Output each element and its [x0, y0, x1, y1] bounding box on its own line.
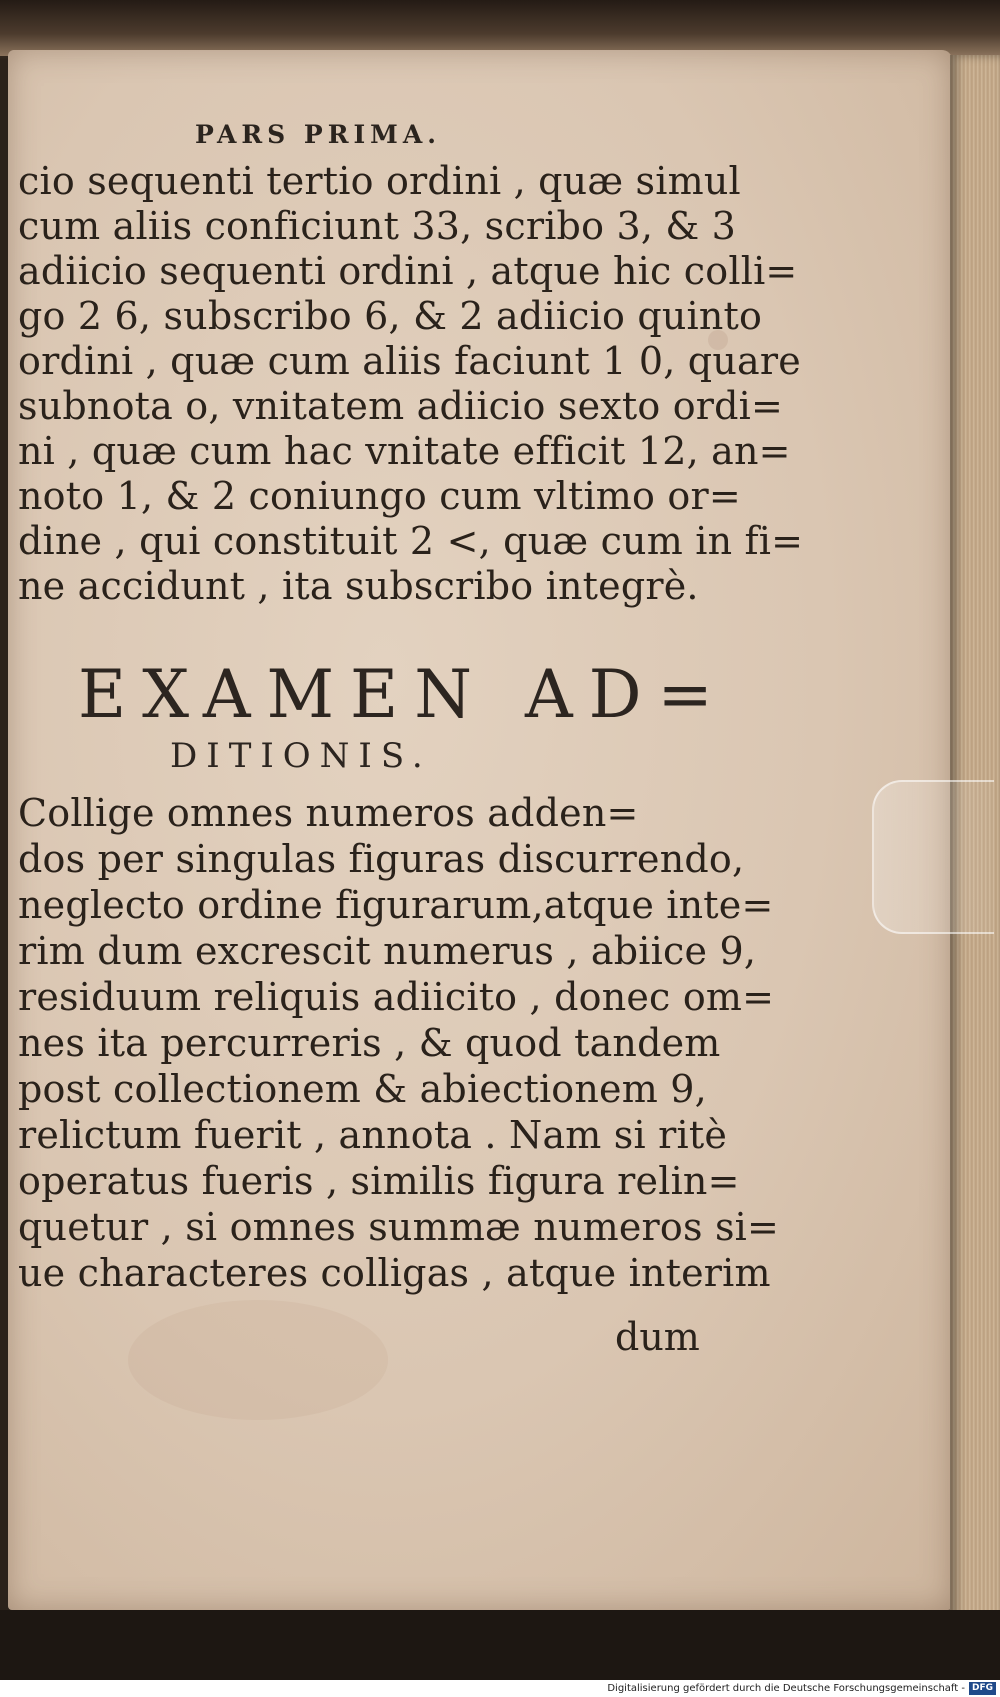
- text-line: neglecto ordine figurarum,atque inte=: [18, 883, 774, 927]
- book-top-edge: [0, 0, 1000, 56]
- digitization-footer: [0, 1680, 1000, 1697]
- footer-credit: Digitalisierung gefördert durch die Deutsche Forschungsgemeinschaft -: [607, 1683, 965, 1694]
- text-line: nes ita percurreris , & quod tandem: [18, 1021, 721, 1065]
- text-line: ordini , quæ cum aliis faciunt 1 0, quare: [18, 339, 801, 383]
- text-line: operatus fueris , similis figura relin=: [18, 1159, 740, 1203]
- page-clip: [872, 780, 994, 934]
- text-line: cum aliis conficiunt 33, scribo 3, & 3: [18, 204, 737, 248]
- text-line: Collige omnes numeros adden=: [18, 791, 639, 835]
- text-line: dine , qui constituit 2 <, quæ cum in fi=: [18, 519, 804, 563]
- text-line: ne accidunt , ita subscribo integrè.: [18, 564, 699, 608]
- text-line: rim dum excrescit numerus , abiice 9,: [18, 929, 757, 973]
- text-line: adiicio sequenti ordini , atque hic colli=: [18, 249, 798, 293]
- text-line: residuum reliquis adiicito , donec om=: [18, 975, 775, 1019]
- section-heading-line-1: EXAMEN AD=: [78, 656, 729, 733]
- text-line: dos per singulas figuras discurrendo,: [18, 837, 745, 881]
- text-line: subnota o, vnitatem adiicio sexto ordi=: [18, 384, 784, 428]
- text-line: ni , quæ cum hac vnitate efficit 12, an=: [18, 429, 791, 473]
- running-head: PARS PRIMA.: [195, 120, 441, 149]
- dfg-logo: DFG: [969, 1682, 996, 1695]
- catchword: dum: [615, 1315, 700, 1359]
- text-line: relictum fuerit , annota . Nam si ritè: [18, 1113, 728, 1157]
- paper-stain: [128, 1300, 388, 1420]
- text-line: quetur , si omnes summæ numeros si=: [18, 1205, 780, 1249]
- text-line: cio sequenti tertio ordini , quæ simul: [18, 159, 741, 203]
- scan-bottom-band: [0, 1610, 1000, 1680]
- text-line: noto 1, & 2 coniungo cum vltimo or=: [18, 474, 741, 518]
- section-heading-line-2: DITIONIS.: [170, 736, 432, 776]
- text-line: go 2 6, subscribo 6, & 2 adiicio quinto: [18, 294, 763, 338]
- text-line: ue characteres colligas , atque interim: [18, 1251, 771, 1295]
- text-line: post collectionem & abiectionem 9,: [18, 1067, 707, 1111]
